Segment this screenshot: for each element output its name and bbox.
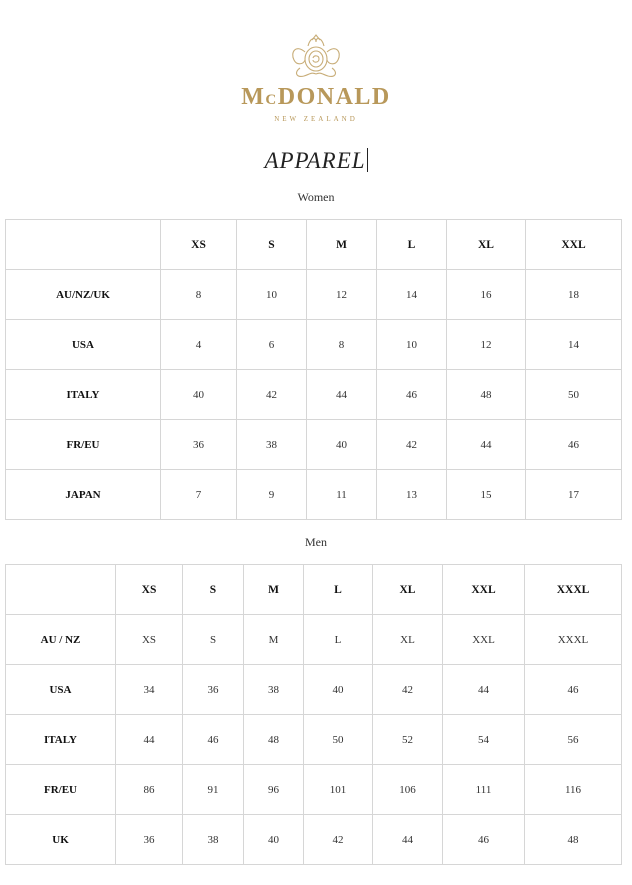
region-label: FR/EU — [6, 420, 161, 470]
region-label: USA — [6, 665, 116, 715]
size-cell: 7 — [161, 470, 237, 520]
size-cell: 18 — [526, 270, 622, 320]
size-cell: 48 — [447, 370, 526, 420]
size-cell: 44 — [373, 815, 443, 865]
size-column-header: M — [244, 565, 304, 615]
table-row — [6, 815, 622, 865]
size-cell: 14 — [377, 270, 447, 320]
size-cell: 116 — [525, 765, 622, 815]
size-cell: 15 — [447, 470, 526, 520]
table-row — [6, 765, 622, 815]
region-label: AU/NZ/UK — [6, 270, 161, 320]
size-cell: 8 — [161, 270, 237, 320]
region-label: FR/EU — [6, 765, 116, 815]
size-cell: 40 — [304, 665, 373, 715]
table-row — [6, 665, 622, 715]
size-cell: 36 — [183, 665, 244, 715]
region-label: ITALY — [6, 715, 116, 765]
size-cell: 36 — [161, 420, 237, 470]
size-cell: 10 — [377, 320, 447, 370]
size-cell: 44 — [116, 715, 183, 765]
size-cell: 38 — [244, 665, 304, 715]
size-cell: 11 — [307, 470, 377, 520]
size-cell: 101 — [304, 765, 373, 815]
size-column-header: S — [237, 220, 307, 270]
size-cell: 34 — [116, 665, 183, 715]
brand-subtitle: NEW ZEALAND — [274, 115, 358, 123]
size-cell: 42 — [373, 665, 443, 715]
region-label: AU / NZ — [6, 615, 116, 665]
ornate-crest-icon — [286, 34, 346, 80]
table-row — [6, 320, 622, 370]
size-cell: 54 — [443, 715, 525, 765]
table-row — [6, 420, 622, 470]
size-cell: 40 — [161, 370, 237, 420]
size-cell: 14 — [526, 320, 622, 370]
size-cell: 40 — [244, 815, 304, 865]
size-cell: 44 — [443, 665, 525, 715]
size-cell: 36 — [116, 815, 183, 865]
size-cell: 46 — [377, 370, 447, 420]
size-cell: L — [304, 615, 373, 665]
corner-cell — [6, 565, 116, 615]
size-cell: 46 — [443, 815, 525, 865]
men-size-table — [5, 564, 622, 865]
size-cell: 50 — [526, 370, 622, 420]
size-cell: XL — [373, 615, 443, 665]
size-column-header: M — [307, 220, 377, 270]
size-cell: 42 — [304, 815, 373, 865]
table-row — [6, 715, 622, 765]
size-cell: 12 — [307, 270, 377, 320]
size-column-header: S — [183, 565, 244, 615]
size-cell: 44 — [307, 370, 377, 420]
table-row — [6, 615, 622, 665]
size-cell: 111 — [443, 765, 525, 815]
size-cell: 91 — [183, 765, 244, 815]
size-cell: 48 — [525, 815, 622, 865]
region-label: ITALY — [6, 370, 161, 420]
page-title: APPAREL — [264, 148, 366, 173]
size-cell: M — [244, 615, 304, 665]
size-cell: 16 — [447, 270, 526, 320]
region-label: JAPAN — [6, 470, 161, 520]
size-cell: 42 — [237, 370, 307, 420]
size-column-header: XL — [447, 220, 526, 270]
size-column-header: XXL — [526, 220, 622, 270]
text-cursor — [367, 148, 368, 172]
size-cell: 4 — [161, 320, 237, 370]
size-cell: 46 — [525, 665, 622, 715]
region-label: UK — [6, 815, 116, 865]
table-row — [6, 470, 622, 520]
region-label: USA — [6, 320, 161, 370]
size-cell: 86 — [116, 765, 183, 815]
size-cell: 44 — [447, 420, 526, 470]
table-header-row — [6, 565, 622, 615]
size-column-header: XS — [116, 565, 183, 615]
women-section-label: Women — [297, 190, 335, 204]
size-cell: 42 — [377, 420, 447, 470]
size-cell: XS — [116, 615, 183, 665]
brand-name: MCDONALD — [241, 84, 391, 110]
size-cell: 10 — [237, 270, 307, 320]
size-cell: 52 — [373, 715, 443, 765]
size-column-header: XXXL — [525, 565, 622, 615]
size-column-header: L — [304, 565, 373, 615]
size-cell: 9 — [237, 470, 307, 520]
size-cell: 96 — [244, 765, 304, 815]
size-cell: 40 — [307, 420, 377, 470]
size-cell: 8 — [307, 320, 377, 370]
size-cell: 17 — [526, 470, 622, 520]
size-cell: 6 — [237, 320, 307, 370]
size-cell: 46 — [526, 420, 622, 470]
size-cell: 46 — [183, 715, 244, 765]
size-column-header: XS — [161, 220, 237, 270]
table-row — [6, 370, 622, 420]
men-section-label: Men — [305, 535, 327, 549]
size-cell: 38 — [183, 815, 244, 865]
size-cell: 38 — [237, 420, 307, 470]
size-cell: 48 — [244, 715, 304, 765]
size-column-header: L — [377, 220, 447, 270]
table-header-row — [6, 220, 622, 270]
corner-cell — [6, 220, 161, 270]
size-cell: XXL — [443, 615, 525, 665]
size-column-header: XXL — [443, 565, 525, 615]
size-cell: 13 — [377, 470, 447, 520]
women-size-table — [5, 219, 622, 520]
table-row — [6, 270, 622, 320]
size-cell: S — [183, 615, 244, 665]
size-cell: 12 — [447, 320, 526, 370]
size-cell: 106 — [373, 765, 443, 815]
size-cell: 50 — [304, 715, 373, 765]
brand-logo — [0, 34, 632, 124]
size-cell: XXXL — [525, 615, 622, 665]
size-cell: 56 — [525, 715, 622, 765]
size-column-header: XL — [373, 565, 443, 615]
